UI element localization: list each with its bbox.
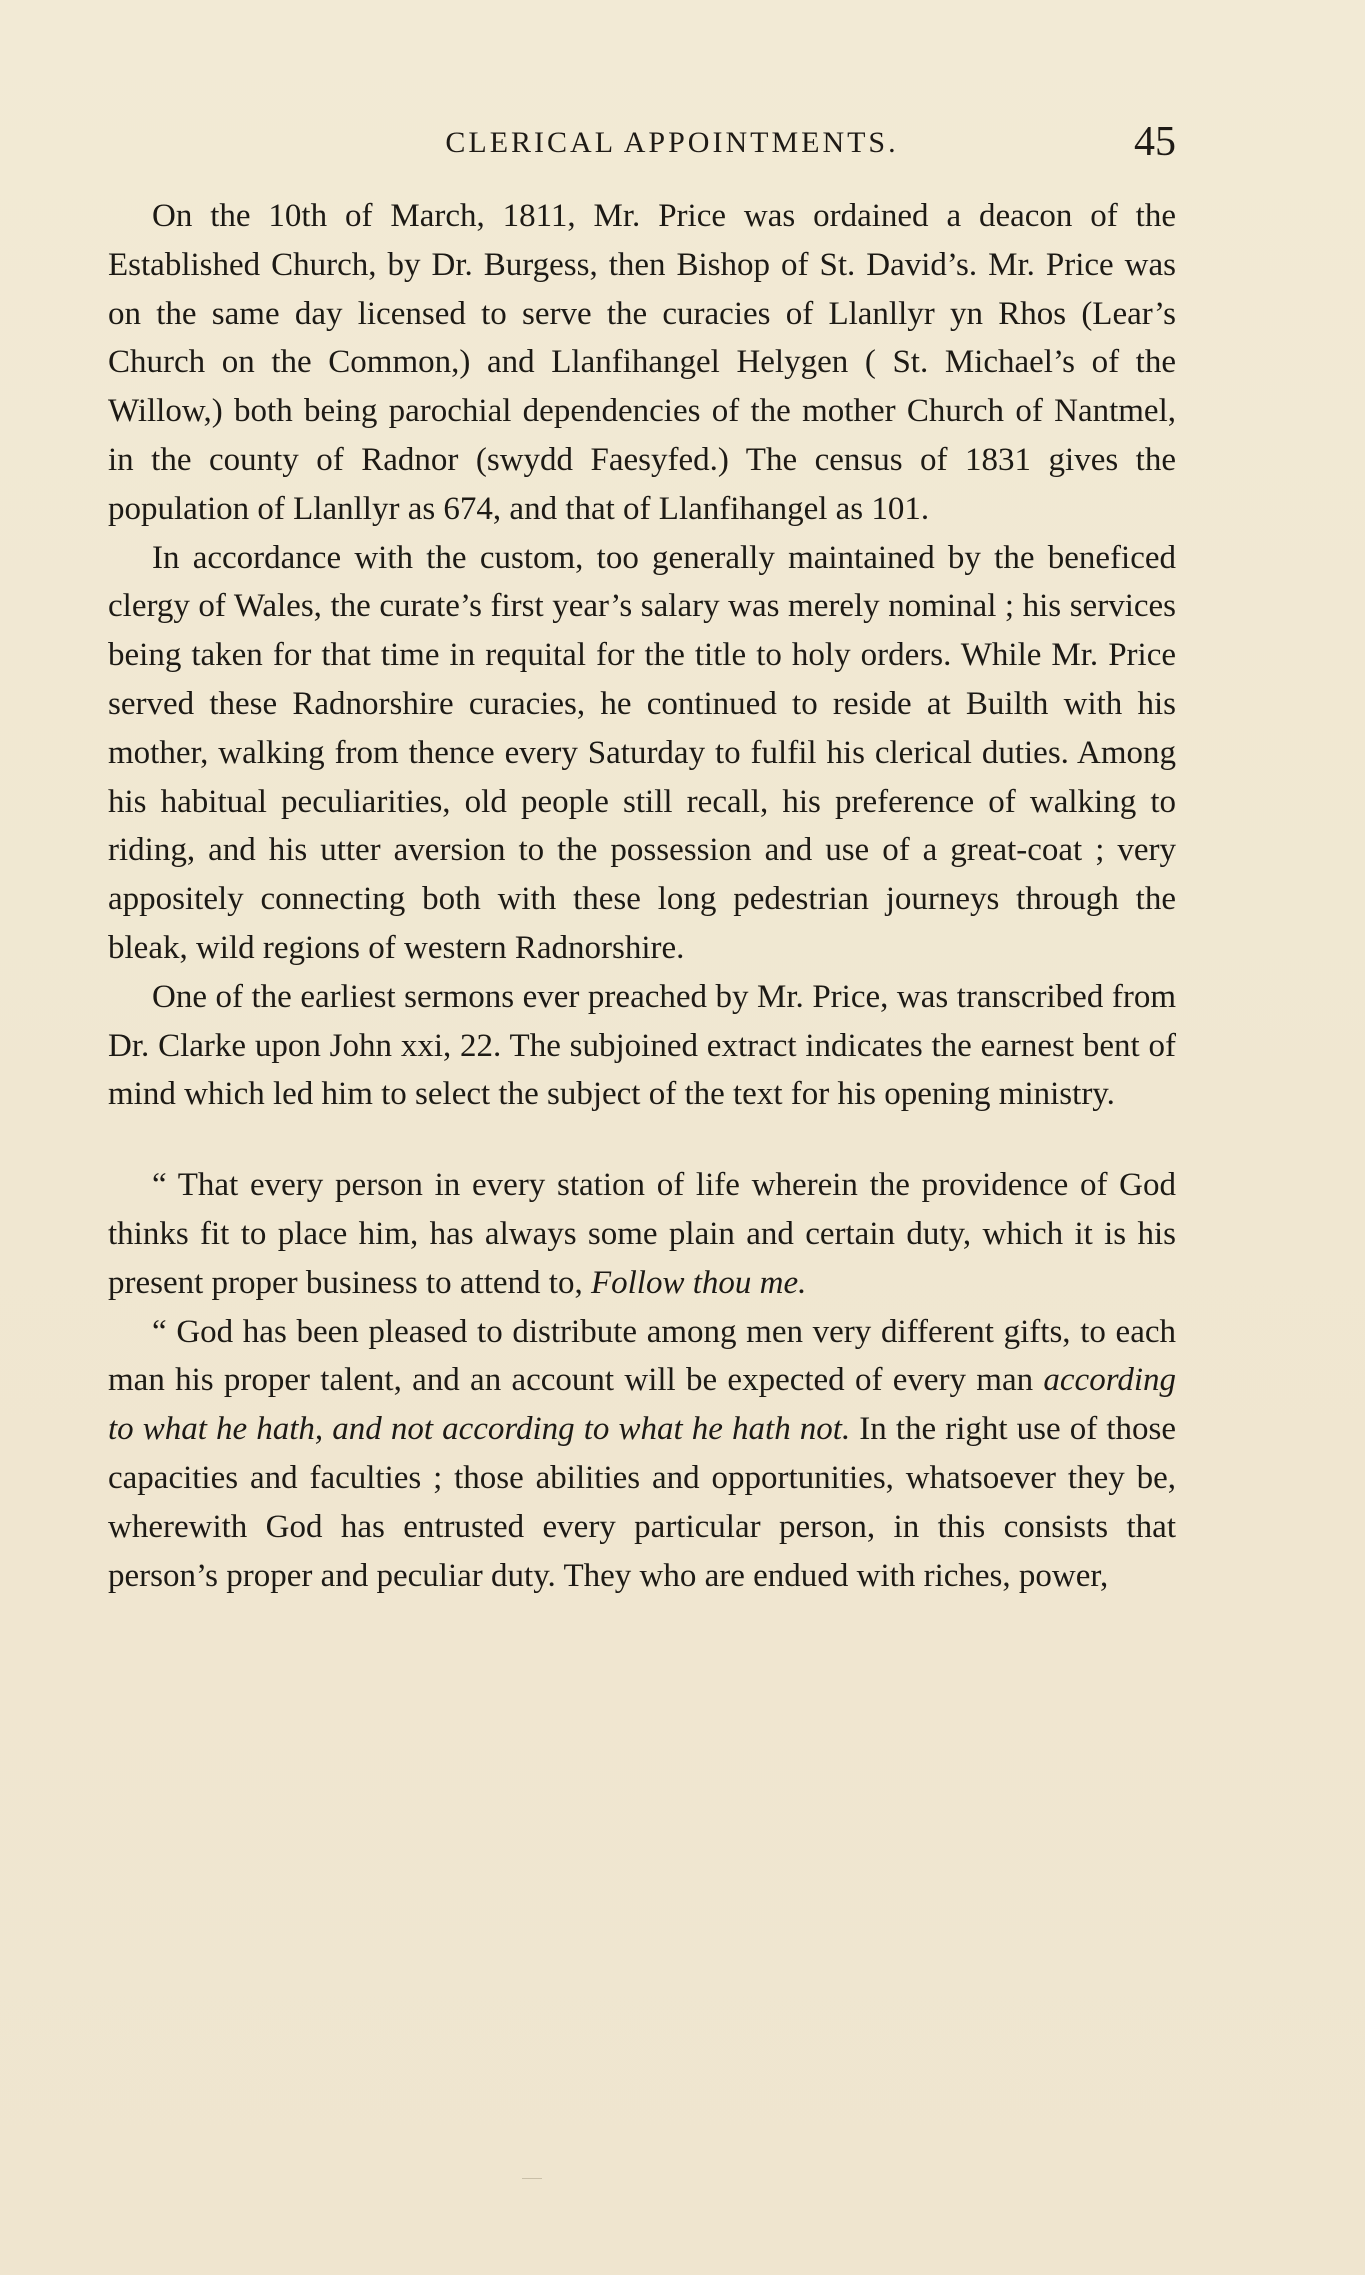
page-number: 45 [1134, 119, 1176, 165]
paragraph-earliest-sermon: One of the earliest sermons ever preached by Mr. Price, was transcribed from Dr. Clarke upon John xxi, 22. The subjoined extract indicates the earnest bent of mind which led him to select the subject of the text for his opening ministry. [108, 978, 1176, 1113]
quote-text: “ God has been pleased to distribute among men very different gifts, to each man his proper talent, and an account will be expected of every man [108, 1313, 1176, 1399]
quote-paragraph-duty [108, 1161, 1176, 1307]
quote-italic: according to what he hath, and not according to what he hath not. [108, 1362, 1176, 1448]
quote-paragraph-gifts [108, 1308, 1176, 1601]
quote-text: “ That every person in every station of life wherein the providence of God thinks fit to place him, has always some plain and certain duty, which it is his present proper business to attend to, [108, 1167, 1176, 1301]
body-text [108, 192, 1176, 1600]
printer-mark [522, 2178, 542, 2179]
running-head: CLERICAL APPOINTMENTS. [445, 126, 899, 159]
paragraph-curacy-salary: In accordance with the custom, too generally maintained by the beneficed clergy of Wales, the curate’s first year’s salary was merely nominal ; his services being taken for that time in requital for the title to holy orders. While Mr. Price served these Radnorshire curacies, he continued to reside at Builth with his mother, walking from thence every Saturday to fulfil his clerical duties. Among his habitual peculiarities, old people still recall, his preference of walking to riding, and his utter aversion to the possession and use of a great-coat ; very appositely connecting both with these long pedestrian journeys through the bleak, wild regions of western Radnorshire. [108, 539, 1176, 966]
page-header [108, 118, 1176, 178]
quote-text: In the right use of those capacities and faculties ; those abilities and opportunities, whatsoever they be, wherewith God has entrusted every particular person, in this consists that person’s proper and peculiar duty. They who are endued with riches, power, [108, 1411, 1176, 1594]
quote-italic: Follow thou me. [590, 1264, 807, 1301]
paragraph-ordination: On the 10th of March, 1811, Mr. Price was ordained a deacon of the Established Church, by Dr. Burgess, then Bishop of St. David’s. Mr. Price was on the same day licensed to serve the curacies of Llanllyr yn Rhos (Lear’s Church on the Common,) and Llanfihangel Helygen ( St. Michael’s of the Willow,) both being parochial dependencies of the mother Church of Nantmel, in the county of Radnor (swydd Faesyfed.) The census of 1831 gives the population of Llanllyr as 674, and that of Llanfihangel as 101. [108, 198, 1176, 527]
